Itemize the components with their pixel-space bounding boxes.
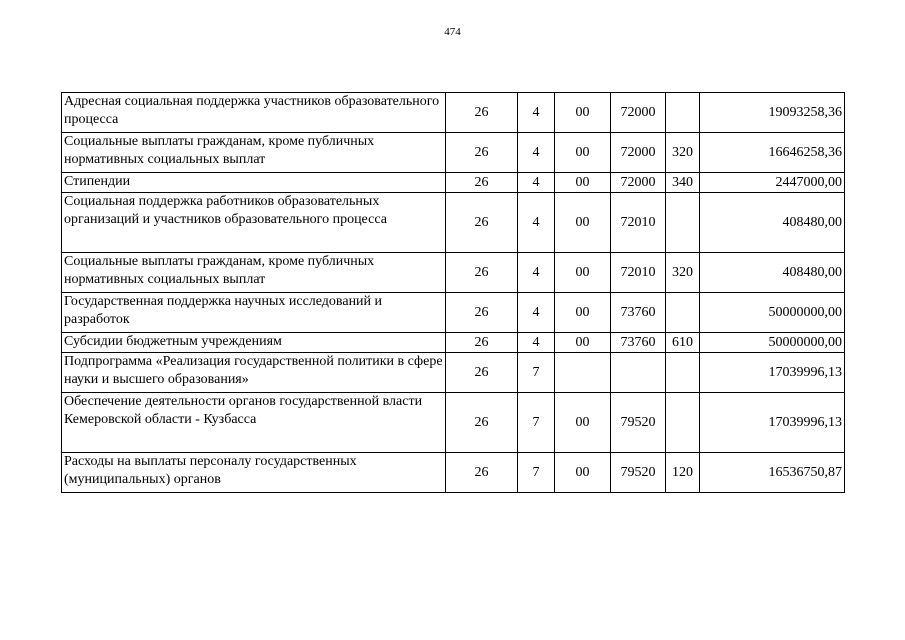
table-row <box>62 173 845 193</box>
row-razdel: 7 <box>518 453 555 493</box>
table-row <box>62 133 845 173</box>
row-csr: 72010 <box>611 253 666 293</box>
table-row <box>62 293 845 333</box>
budget-table <box>61 92 845 493</box>
row-ved: 26 <box>446 393 518 453</box>
row-csr: 72000 <box>611 133 666 173</box>
row-razdel: 4 <box>518 173 555 193</box>
row-podrazdel: 00 <box>555 453 611 493</box>
row-podrazdel: 00 <box>555 333 611 353</box>
row-name: Адресная социальная поддержка участников образовательного процесса <box>62 93 446 133</box>
row-name: Социальные выплаты гражданам, кроме публичных нормативных социальных выплат <box>62 133 446 173</box>
row-vr <box>666 393 700 453</box>
row-razdel: 4 <box>518 293 555 333</box>
row-csr: 72010 <box>611 193 666 253</box>
table-row <box>62 253 845 293</box>
row-name: Подпрограмма «Реализация государственной политики в сфере науки и высшего образования» <box>62 353 446 393</box>
row-csr: 79520 <box>611 453 666 493</box>
row-sum: 19093258,36 <box>700 93 845 133</box>
row-podrazdel: 00 <box>555 393 611 453</box>
row-sum: 408480,00 <box>700 253 845 293</box>
table-row <box>62 393 845 453</box>
row-razdel: 4 <box>518 333 555 353</box>
row-sum: 17039996,13 <box>700 393 845 453</box>
table-row <box>62 193 845 253</box>
row-ved: 26 <box>446 293 518 333</box>
row-name: Расходы на выплаты персоналу государственных (муниципальных) органов <box>62 453 446 493</box>
table-row <box>62 353 845 393</box>
row-ved: 26 <box>446 253 518 293</box>
row-ved: 26 <box>446 453 518 493</box>
row-vr <box>666 353 700 393</box>
row-podrazdel <box>555 353 611 393</box>
row-vr: 610 <box>666 333 700 353</box>
row-ved: 26 <box>446 93 518 133</box>
row-csr: 73760 <box>611 333 666 353</box>
row-vr <box>666 193 700 253</box>
row-csr: 72000 <box>611 93 666 133</box>
row-ved: 26 <box>446 333 518 353</box>
row-podrazdel: 00 <box>555 193 611 253</box>
table-row <box>62 453 845 493</box>
row-ved: 26 <box>446 173 518 193</box>
row-vr: 320 <box>666 133 700 173</box>
row-razdel: 4 <box>518 133 555 173</box>
row-csr <box>611 353 666 393</box>
row-vr <box>666 293 700 333</box>
row-name: Социальные выплаты гражданам, кроме публичных нормативных социальных выплат <box>62 253 446 293</box>
row-vr <box>666 93 700 133</box>
row-sum: 50000000,00 <box>700 293 845 333</box>
table-row <box>62 333 845 353</box>
row-vr: 340 <box>666 173 700 193</box>
row-razdel: 7 <box>518 393 555 453</box>
page-number: 474 <box>444 26 461 38</box>
row-sum: 2447000,00 <box>700 173 845 193</box>
row-ved: 26 <box>446 133 518 173</box>
row-podrazdel: 00 <box>555 293 611 333</box>
row-sum: 50000000,00 <box>700 333 845 353</box>
row-sum: 16646258,36 <box>700 133 845 173</box>
row-vr: 120 <box>666 453 700 493</box>
row-ved: 26 <box>446 193 518 253</box>
row-name: Субсидии бюджетным учреждениям <box>62 333 446 353</box>
row-podrazdel: 00 <box>555 133 611 173</box>
row-name: Социальная поддержка работников образовательных организаций и участников образовательного процесса <box>62 193 446 253</box>
row-csr: 73760 <box>611 293 666 333</box>
table-row <box>62 93 845 133</box>
row-name: Стипендии <box>62 173 446 193</box>
row-name: Государственная поддержка научных исследований и разработок <box>62 293 446 333</box>
row-vr: 320 <box>666 253 700 293</box>
row-sum: 17039996,13 <box>700 353 845 393</box>
row-ved: 26 <box>446 353 518 393</box>
row-podrazdel: 00 <box>555 253 611 293</box>
row-sum: 16536750,87 <box>700 453 845 493</box>
row-razdel: 4 <box>518 193 555 253</box>
row-csr: 72000 <box>611 173 666 193</box>
row-name: Обеспечение деятельности органов государственной власти Кемеровской области - Кузбасса <box>62 393 446 453</box>
row-razdel: 4 <box>518 253 555 293</box>
row-razdel: 7 <box>518 353 555 393</box>
row-sum: 408480,00 <box>700 193 845 253</box>
row-razdel: 4 <box>518 93 555 133</box>
row-podrazdel: 00 <box>555 93 611 133</box>
row-csr: 79520 <box>611 393 666 453</box>
row-podrazdel: 00 <box>555 173 611 193</box>
